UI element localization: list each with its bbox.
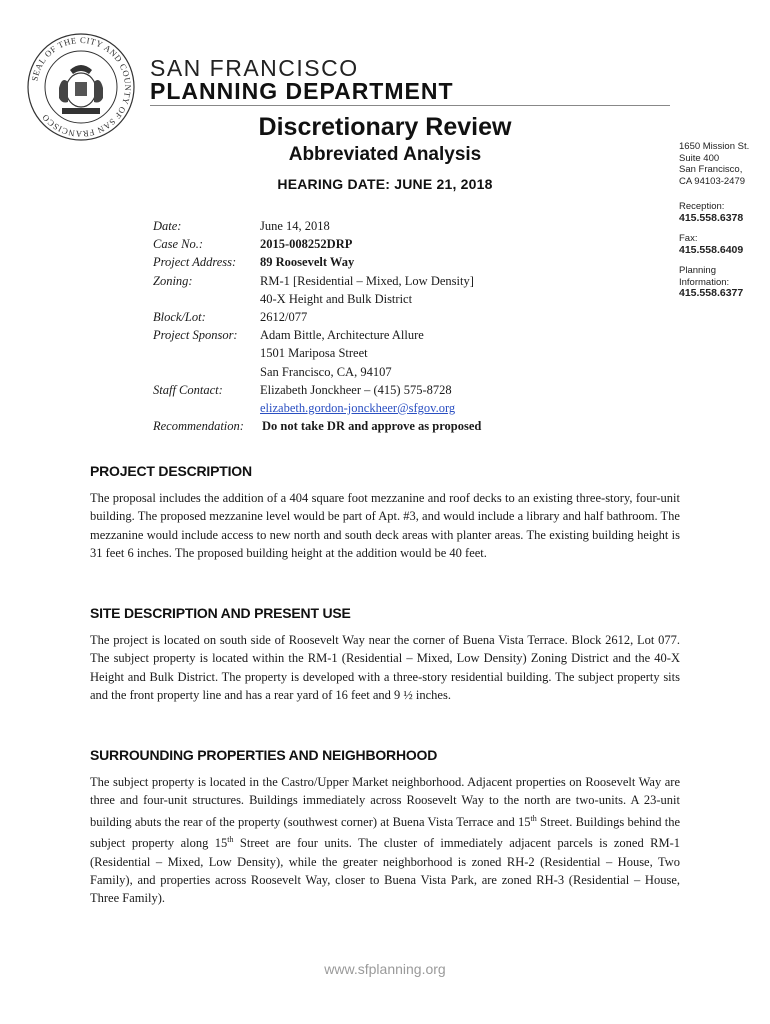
address-line: San Francisco, bbox=[679, 164, 743, 175]
section-body: The proposal includes the addition of a 404 square foot mezzanine and roof decks to an existing three-story, four-unit building. The proposed mezzanine level would be part of Apt. #3, and would include a library and half bathroom. The mezzanine would include access to new north and south deck areas with planter areas. The existing building height is 31 feet 6 inches. The proposed building height at the addition would be 40 feet. bbox=[90, 491, 680, 560]
body-text: The subject property is located in the Castro/Upper Market neighborhood. Adjacent properties on Roosevelt Way are three and four-unit structures. Buildings immediately across Roosevelt Way to the north are two-units. A 23-unit building abuts the rear of the property (southwest corner) at Buena Vista Terrace and 15 bbox=[90, 775, 680, 829]
fax-label: Fax: bbox=[679, 233, 698, 244]
reception-block bbox=[679, 201, 769, 224]
planning-label: Planning bbox=[679, 265, 716, 276]
address-line: CA 94103-2479 bbox=[679, 175, 746, 187]
document-subtitle: Abbreviated Analysis bbox=[288, 144, 482, 165]
fax-number: 415.558.6409 bbox=[679, 243, 744, 256]
contact-column bbox=[679, 141, 769, 309]
case-label: Case No.: bbox=[153, 237, 203, 252]
zoning-value: RM-1 [Residential – Mixed, Low Density] bbox=[260, 273, 474, 288]
recommendation-label: Recommendation: bbox=[153, 419, 244, 434]
planning-info-block bbox=[679, 265, 769, 300]
project-address: 89 Roosevelt Way bbox=[260, 255, 355, 270]
section-heading: SURROUNDING PROPERTIES AND NEIGHBORHOOD bbox=[90, 747, 438, 763]
surrounding-section bbox=[90, 747, 680, 907]
address-line: 1650 Mission St. bbox=[679, 141, 750, 152]
header-divider bbox=[150, 105, 670, 106]
staff-label: Staff Contact: bbox=[153, 382, 223, 397]
section-body: The project is located on south side of Roosevelt Way near the corner of Buena Vista Terrace. Block 2612, Lot 077. The subject property is located within the RM-1 (Residential – Mixed, Low Density) Zoning District and the 40-X Height and Bulk District. The property is developed with a three-story residential building. The subject property sits and the front property line and has a rear yard of 16 feet and 9 ½ inches. bbox=[90, 633, 680, 702]
ordinal-suffix: th bbox=[530, 813, 537, 823]
address-label: Project Address: bbox=[153, 255, 237, 270]
sponsor-street: 1501 Mariposa Street bbox=[260, 346, 368, 361]
document-title: Discretionary Review bbox=[258, 113, 512, 141]
sponsor-city: San Francisco, CA, 94107 bbox=[260, 364, 392, 379]
body-text: Street are four units. The cluster of immediately adjacent parcels is zoned RM-1 (Residential – Mixed, Low Density), while the greater neighborhood is zoned RH-2 (Residential – House, Two Family), and properties across Roosevelt Way, closer to Buena Vista Park, are zoned RH-3 (Residential – House, Three Family). bbox=[90, 836, 680, 906]
hearing-date: HEARING DATE: JUNE 21, 2018 bbox=[277, 176, 493, 192]
section-body bbox=[90, 773, 680, 907]
site-description-section bbox=[90, 605, 680, 704]
date-value: June 14, 2018 bbox=[260, 219, 330, 233]
blocklot-value: 2612/077 bbox=[260, 309, 308, 324]
staff-contact: Elizabeth Jonckheer – (415) 575-8728 bbox=[260, 382, 452, 397]
planning-number: 415.558.6377 bbox=[679, 287, 744, 299]
reception-number: 415.558.6378 bbox=[679, 211, 744, 224]
date-label: Date: bbox=[153, 219, 182, 233]
org-name-line2: PLANNING DEPARTMENT bbox=[150, 78, 454, 104]
case-number: 2015-008252DRP bbox=[260, 237, 353, 252]
footer-website: www.sfplanning.org bbox=[324, 961, 446, 977]
section-heading: PROJECT DESCRIPTION bbox=[90, 463, 252, 479]
recommendation-value: Do not take DR and approve as proposed bbox=[262, 419, 482, 434]
section-heading: SITE DESCRIPTION AND PRESENT USE bbox=[90, 605, 351, 621]
fax-block bbox=[679, 233, 769, 256]
org-name-line1: SAN FRANCISCO bbox=[150, 55, 359, 81]
staff-email-link[interactable]: elizabeth.gordon-jonckheer@sfgov.org bbox=[260, 400, 456, 415]
zoning-label: Zoning: bbox=[153, 273, 193, 288]
project-description-section bbox=[90, 463, 680, 562]
reception-label: Reception: bbox=[679, 201, 725, 212]
svg-text:SEAL OF THE CITY AND COUNTY OF: SEAL OF THE CITY AND COUNTY OF SAN FRANCISCO bbox=[29, 34, 134, 140]
sponsor-name: Adam Bittle, Architecture Allure bbox=[260, 328, 424, 343]
office-address bbox=[679, 141, 769, 187]
planning-label: Information: bbox=[679, 276, 730, 288]
height-bulk-district: 40-X Height and Bulk District bbox=[260, 291, 413, 306]
address-line: Suite 400 bbox=[679, 152, 720, 164]
ordinal-suffix: th bbox=[227, 835, 234, 845]
body-text: Street. Buildings behind the subject property along 15 bbox=[90, 814, 680, 851]
sponsor-label: Project Sponsor: bbox=[153, 328, 238, 343]
blocklot-label: Block/Lot: bbox=[153, 309, 206, 324]
